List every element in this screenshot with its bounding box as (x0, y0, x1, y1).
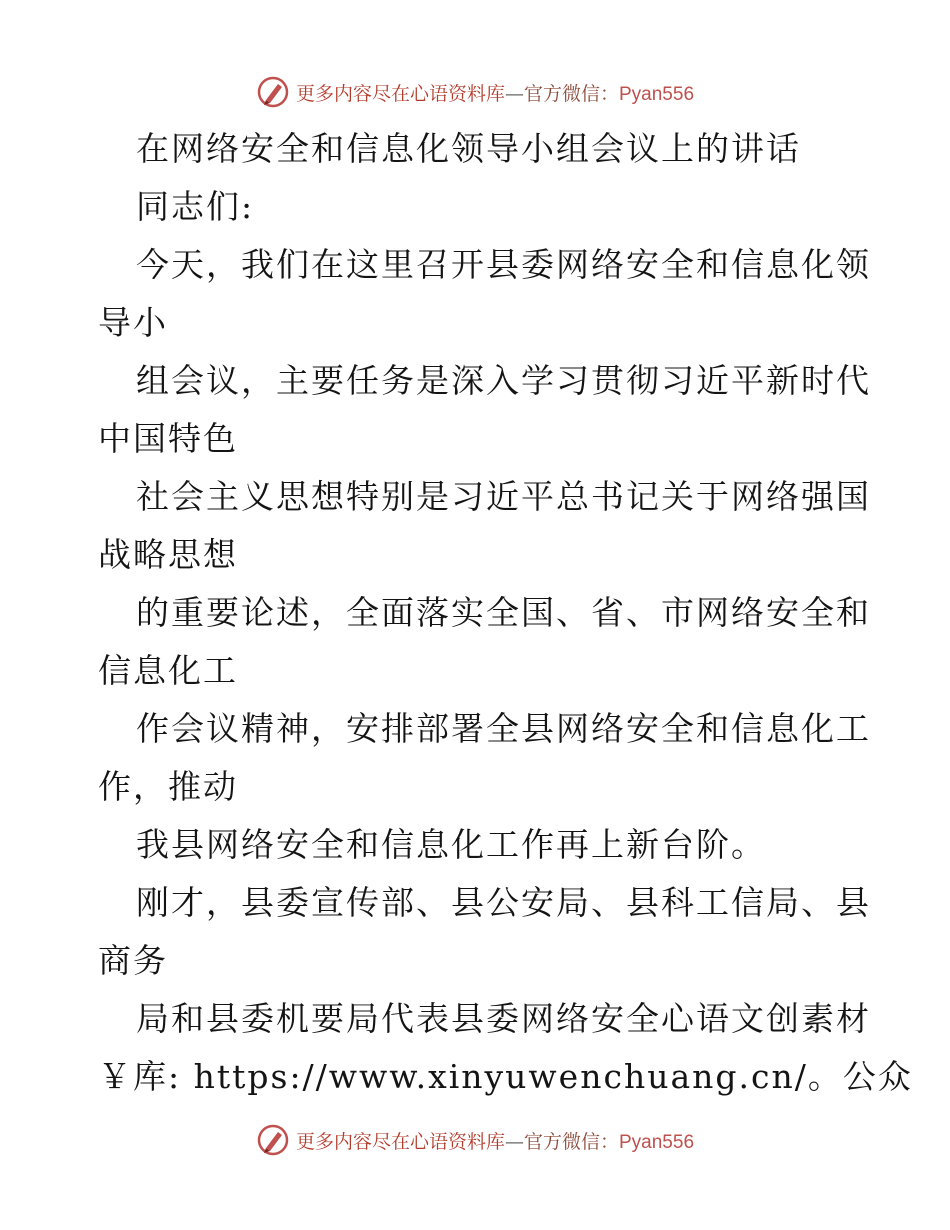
salutation: 同志们: (136, 187, 255, 226)
paragraph-line: 刚才，县委宣传部、县公安局、县科工信局、县 (136, 883, 871, 922)
footer-wechat-label: 官方微信： (523, 1130, 619, 1153)
paragraph-line: 社会主义思想特别是习近平总书记关于网络强国 (136, 477, 871, 516)
paragraph-line: 中国特色 (98, 419, 238, 458)
pen-logo-icon (256, 1123, 290, 1157)
header-wechat-label: 官方微信： (523, 82, 619, 105)
header-banner-text: 更多内容尽在心语资料库 (295, 82, 505, 105)
document-title: 在网络安全和信息化领导小组会议上的讲话 (136, 129, 801, 168)
paragraph-line: 局和县委机要局代表县委网络安全心语文创素材 (136, 999, 871, 1038)
document-body (98, 120, 913, 1106)
header-separator: — (504, 82, 524, 105)
paragraph-line: 导小 (98, 303, 168, 342)
paragraph-line: 商务 (98, 941, 168, 980)
paragraph-line-url: ￥库: https://www.xinyuwenchuang.cn/。公众 (98, 1057, 913, 1096)
paragraph-line: 作会议精神，安排部署全县网络安全和信息化工 (136, 709, 871, 748)
paragraph-line: 组会议，主要任务是深入学习贯彻习近平新时代 (136, 361, 871, 400)
paragraph-line: 战略思想 (98, 535, 238, 574)
header-account: Pyan556 (619, 83, 695, 105)
header-banner (0, 72, 950, 112)
paragraph-line: 的重要论述，全面落实全国、省、市网络安全和 (136, 593, 871, 632)
paragraph-line: 信息化工 (98, 651, 238, 690)
footer-banner (0, 1120, 950, 1160)
paragraph-line: 作，推动 (98, 767, 238, 806)
footer-account: Pyan556 (619, 1131, 695, 1153)
paragraph-line: 今天，我们在这里召开县委网络安全和信息化领 (136, 245, 871, 284)
footer-separator: — (504, 1130, 524, 1153)
paragraph-line: 我县网络安全和信息化工作再上新台阶。 (136, 825, 766, 864)
footer-banner-text: 更多内容尽在心语资料库 (295, 1130, 505, 1153)
pen-logo-icon (256, 75, 290, 109)
